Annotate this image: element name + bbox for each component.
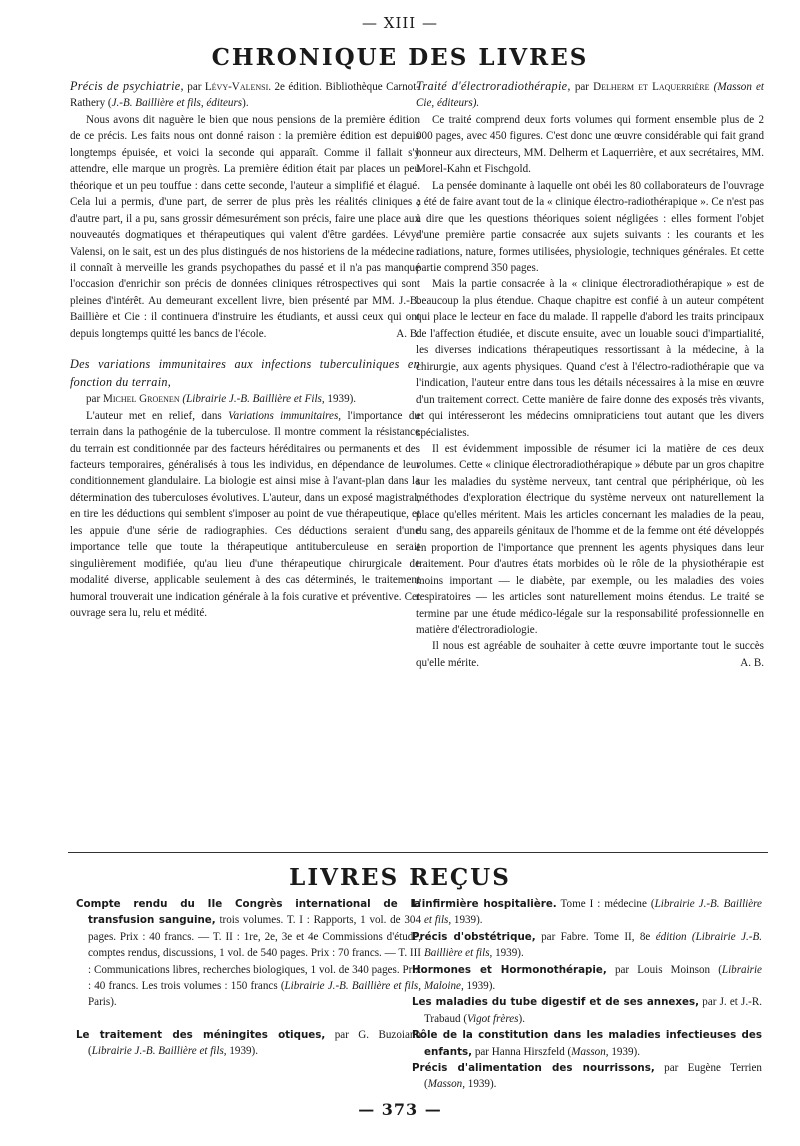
list-item	[412, 896, 762, 929]
item-end: 1939).	[466, 980, 496, 993]
page-number: — 373 —	[358, 1100, 442, 1119]
year: 1939).	[327, 393, 357, 406]
list-item	[76, 1027, 421, 1060]
left-column	[70, 78, 420, 622]
review-paragraph-5	[416, 638, 764, 671]
item-end: 1939).	[229, 1045, 258, 1058]
publisher: (Librairie J.-B. Baillière et Fils,	[182, 393, 325, 406]
spacer	[76, 1011, 421, 1027]
item-end: 1939).	[495, 947, 524, 960]
item-publisher: Librairie Maloine,	[424, 963, 762, 993]
review-paragraph-4: Il est évidemment impossible de résumer ici la matière de ces deux volumes. Cette « clinique électroradiothérapique » débute par un gros chapitre sur les maladies du système nerveux, tant central que périphérique, où les méthodes d'exploration électrique du système nerveux ont naturellement la place qu'elles méritent. Mais les articles concernant les maladies de la peau, du sang, des appareils génitaux de l'homme et de la femme ont été développés en proportion de l'importance que prennent les agents physiques dans leur traitement. Pour d'autres états morbides où le rôle de la physiothérapie est moins important — le diabète, par exemple, ou les maladies des voies respiratoires — les articles sont naturellement moins étendus. Le traité se termine par une étude médico-légale sur la responsabilité professionnelle en matière d'électroradiologie.	[416, 442, 764, 636]
item-publisher: Masson,	[571, 1045, 609, 1058]
list-item	[412, 994, 762, 1027]
publisher: (Masson et Cie, éditeurs).	[416, 81, 765, 110]
review-text: l'importance du terrain dans la pathogénie de la tuberculose. Il montre comment la résistance du terrain est conditionnée par des facteurs héréditaires ou permanents et des facteurs temporaires, généralisés à tous les individus, en dépendance de leur conditionnement glandulaire. La biologie est ainsi mise à l'avant-plan dans la détermination des tuberculoses évolutives. L'auteur, dans un exposé magistral, en tire les déductions qui semblent s'imposer au point de vue thérapeutique, et les appuie d'une série de radiographies. Ces déductions seraient d'une importance telle que toute la thérapeutique antituberculeuse en serait singulièrement modifiée, qu'au lieu d'une thérapeutique chirurgicale de modalité diverse, applicable seulement à des cas déterminés, le traitement humoral trouverait une indication générale à la fois curative et préventive. Cet ouvrage sera lu, relu et médité.	[70, 409, 420, 620]
book-title: Traité d'électroradiothérapie,	[416, 79, 571, 93]
review-paragraph-2: La pensée dominante à laquelle ont obéi les 80 collaborateurs de l'ouvrage a été de faire avant tout de la « clinique électro-radiothérapique ». Ce n'est pas à dire que les questions théoriques soient négligées : elles forment l'objet d'une première partie consacrée aux sujets suivants : les courants et les radiations, nature, formes utilisées, physiologie, techniques générales. Et cette partie comprend 350 pages.	[416, 179, 764, 274]
item-title: Précis d'obstétrique,	[412, 930, 536, 943]
edition-info: 2e édition. Bibliothèque Carnot-Rathery (	[70, 81, 420, 110]
book-title: Précis de psychiatrie,	[70, 79, 184, 93]
spacer	[70, 342, 420, 356]
livres-recus-right	[412, 896, 762, 1093]
list-item	[412, 962, 762, 995]
item-title: Compte rendu du IIe Congrès international de la transfusion sanguine,	[76, 898, 421, 927]
item-title: Les maladies du tube digestif et de ses annexes,	[412, 996, 700, 1009]
item-details: par Eugène Terrien (	[424, 1062, 762, 1091]
item-details: par Fabre. Tome II, 8e	[541, 930, 651, 943]
item-publisher: Masson,	[427, 1078, 465, 1091]
review-heading-variations	[70, 356, 420, 391]
by-label: par	[86, 393, 101, 406]
item-publisher: Vigot frères	[467, 1012, 519, 1025]
review-body-variations	[70, 408, 420, 622]
review-paragraph-3: Mais la partie consacrée à la « clinique électroradiothérapique » est de beaucoup la plus étendue. Chaque chapitre est confié à un auteur compétent qui place le lecteur en face du malade. Il rappelle d'abord les traits principaux de l'affection étudiée, et discute ensuite, avec un louable souci d'impartialité, les diverses indications thérapeutiques ressortissant à la médecine, à la chirurgie, aux agents physiques. Quand c'est à l'électro-radiothérapie que va l'indication, l'auteur entre dans tous les détails nécessaires à la mise en œuvre d'un traitement correct. Cette manière de faire donne des exposés très vivants, et qui intéresseront les médecins omnipraticiens tout autant que les divers spécialistes.	[416, 278, 764, 439]
section-title-livres-recus: LIVRES REÇUS	[289, 864, 511, 891]
list-item	[412, 929, 762, 962]
item-details: par J. et J.-R. Trabaud (	[424, 996, 762, 1025]
divider-rule	[68, 852, 768, 853]
authors: Delherm et Laquerrière	[593, 81, 710, 93]
by-label: par	[187, 81, 202, 93]
right-column	[416, 78, 764, 671]
item-publisher: Librairie J.-B. Baillière et fils,	[284, 980, 421, 993]
book-title: Des variations immunitaires aux infections tuberculiniques en fonction du terrain,	[70, 357, 420, 389]
item-end: 1939).	[453, 914, 483, 927]
by-label: par	[574, 81, 589, 93]
item-publisher: Librairie J.-B. Baillière et fils,	[424, 898, 762, 927]
body-title: Variations immunitaires,	[228, 409, 342, 422]
item-details: par Hanna Hirszfeld (	[474, 1045, 572, 1058]
item-title: Hormones et Hormonothérapie,	[412, 963, 607, 976]
item-publisher: édition (Librairie J.-B. Baillière et fils,	[424, 930, 763, 960]
publisher: J.-B. Baillière et fils, éditeurs	[111, 97, 243, 110]
signature: A. B.	[740, 656, 764, 669]
section-title-chronique: CHRONIQUE DES LIVRES	[211, 44, 589, 71]
item-details: Tome I : médecine (	[560, 898, 655, 910]
item-end: ).	[518, 1012, 525, 1025]
review-heading-psychiatrie	[70, 78, 420, 112]
item-title: Rôle de la constitution dans les maladies infectieuses des enfants,	[412, 1029, 762, 1058]
body-intro: L'auteur met en relief, dans	[86, 409, 222, 422]
author: Lévy-Valensi.	[204, 81, 272, 93]
item-details: par Louis Moinson (	[614, 963, 722, 976]
item-details: trois volumes. T. I : Rapports, 1 vol. de 304 pages. Prix : 40 francs. — T. II : 1re, 2e, 3e et 4e Commissions d'étude, comptes rendus, discussions, 1 vol. de 540 pages. Prix : 70 francs. — T. III : Communications libres, recherches biologiques, 1 vol. de 340 pages. Prix : 40 francs. Les trois volumes : 150 francs (	[88, 914, 421, 993]
review-byline	[70, 391, 420, 407]
review-text: Nous avons dit naguère le bien que nous pensions de la première édition de ce précis. Les faits nous ont donné raison : la première édition est depuis longtemps épuisée, et voici la seconde qui apparaît. Comme il fallait s'y attendre, elle marque un progrès. La première édition était par places un peu théorique et un peu touffue : dans cette seconde, l'auteur a simplifié et élagué. Cela lui a permis, d'une part, de serrer de plus près les réalités cliniques ; d'autre part, il a pu, sans grossir démesurément son précis, faire une place aux nouveautés dogmatiques et thérapeutiques qui valent d'être gardées. Lévy-Valensi, on le sait, est un des plus distingués de nos historiens de la médecine : il connaît à merveille les grands psychopathes du passé et il n'a pas manqué l'occasion d'enrichir son précis de données cliniques rétrospectives qui sont pleines d'intérêt. Au demeurant excellent livre, bien présenté par MM. J.-B. Baillière et Cie : il continuera d'instruire les étudiants, et aussi ceux qui ont depuis longtemps quitté les bancs de l'école.	[70, 113, 420, 340]
item-end: 1939).	[611, 1045, 640, 1058]
item-publisher: Librairie J.-B. Baillière et fils,	[91, 1045, 227, 1058]
list-item	[76, 896, 421, 1011]
item-title: Précis d'alimentation des nourrissons,	[412, 1062, 655, 1075]
livres-recus-left	[76, 896, 421, 1060]
review-paragraph-1: Ce traité comprend deux forts volumes qui forment ensemble plus de 2 000 pages, avec 450 figures. C'est donc une œuvre considérable qui fait grand honneur aux directeurs, MM. Delherm et Laquerrière, et aux secrétaires, MM. Morel-Kahn et Fischgold.	[416, 113, 764, 176]
signature: A. B.	[396, 327, 420, 340]
close-paren: ).	[242, 97, 249, 110]
item-details: par G. Buzoianu (	[88, 1028, 422, 1058]
item-title: L'infirmière hospitalière.	[412, 898, 557, 910]
review-text: Il nous est agréable de souhaiter à cette œuvre importante tout le succès qu'elle mérite.	[416, 640, 764, 669]
list-item	[412, 1060, 762, 1093]
author: Michel Groenen	[102, 393, 180, 406]
item-end: Paris).	[88, 996, 117, 1009]
review-body-psychiatrie	[70, 112, 420, 342]
item-title: Le traitement des méningites otiques,	[76, 1028, 326, 1041]
review-heading-electro	[416, 78, 764, 112]
roman-page-number: — XIII —	[362, 14, 438, 32]
item-end: 1939).	[467, 1078, 497, 1091]
list-item	[412, 1027, 762, 1060]
